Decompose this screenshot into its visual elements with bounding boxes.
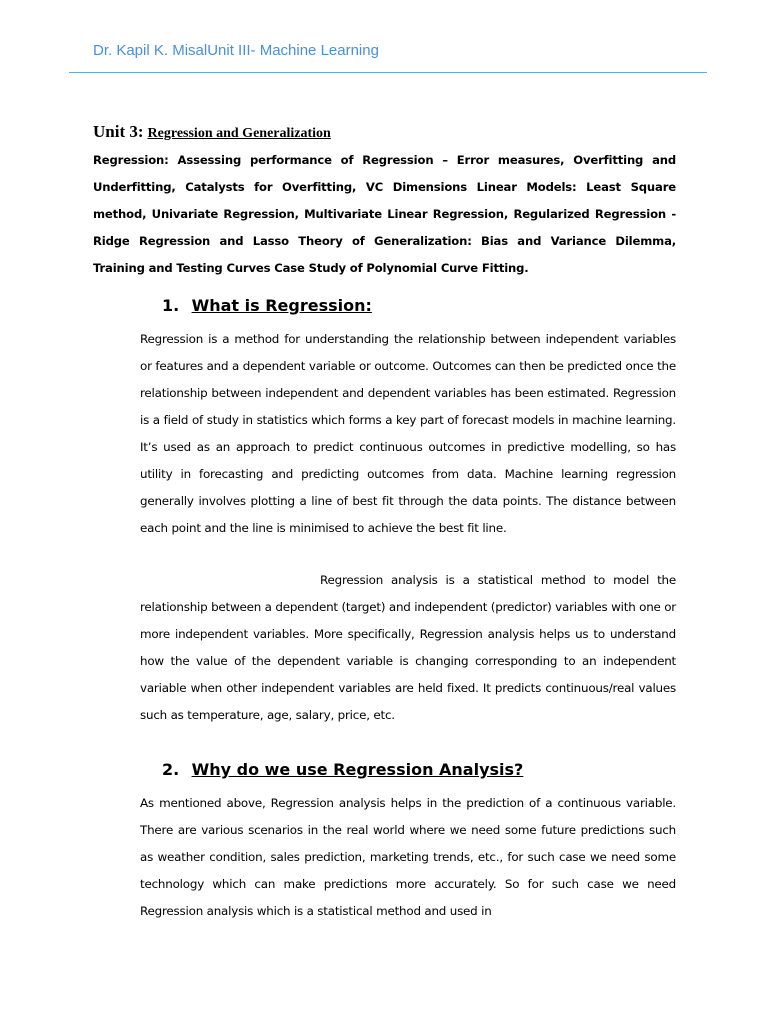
header-divider: [69, 72, 707, 73]
unit-subtitle: Regression and Generalization: [147, 126, 331, 141]
section-title: What is Regression:: [191, 296, 372, 315]
paragraph-regression-analysis: Regression analysis is a statistical method to model the relationship between a dependent (target) and independent (predictor) variables with one or more independent variables. More specifically, Regression analysis helps us to understand how the value of the dependent variable is changing corresponding to an independent variable when other independent variables are held fixed. It predicts continuous/real values such as temperature, age, salary, price, etc.: [140, 573, 676, 722]
section-heading-what-is-regression: [162, 296, 372, 315]
section-heading-why-regression: [162, 760, 523, 779]
paragraph-why-regression: As mentioned above, Regression analysis helps in the prediction of a continuous variable. There are various scenarios in the real world where we need some future predictions such as weather condition, sales prediction, marketing trends, etc., for such case we need some technology which can make predictions more accurately. So for such case we need Regression analysis which is a statistical method and used in: [140, 796, 676, 918]
unit-label: Unit 3:: [93, 122, 144, 141]
page-header: Dr. Kapil K. MisalUnit III- Machine Learning: [93, 42, 379, 59]
section-number: 1.: [162, 296, 180, 315]
section-number: 2.: [162, 760, 180, 779]
unit-title: [93, 122, 331, 142]
syllabus-text: Regression: Assessing performance of Regression – Error measures, Overfitting and Underfitting, Catalysts for Overfitting, VC Dimensions Linear Models: Least Square method, Univariate Regression, Multivariate Linear Regression, Regularized Regression - Ridge Regression and Lasso Theory of Generalization: Bias and Variance Dilemma, Training and Testing Curves Case Study of Polynomial Curve Fitting.: [93, 153, 676, 275]
section-title: Why do we use Regression Analysis?: [191, 760, 524, 779]
paragraph-regression-definition: Regression is a method for understanding the relationship between independent variables or features and a dependent variable or outcome. Outcomes can then be predicted once the relationship between independent and dependent variables has been estimated. Regression is a field of study in statistics which forms a key part of forecast models in machine learning. It’s used as an approach to predict continuous outcomes in predictive modelling, so has utility in forecasting and predicting outcomes from data. Machine learning regression generally involves plotting a line of best fit through the data points. The distance between each point and the line is minimised to achieve the best fit line.: [140, 332, 676, 535]
